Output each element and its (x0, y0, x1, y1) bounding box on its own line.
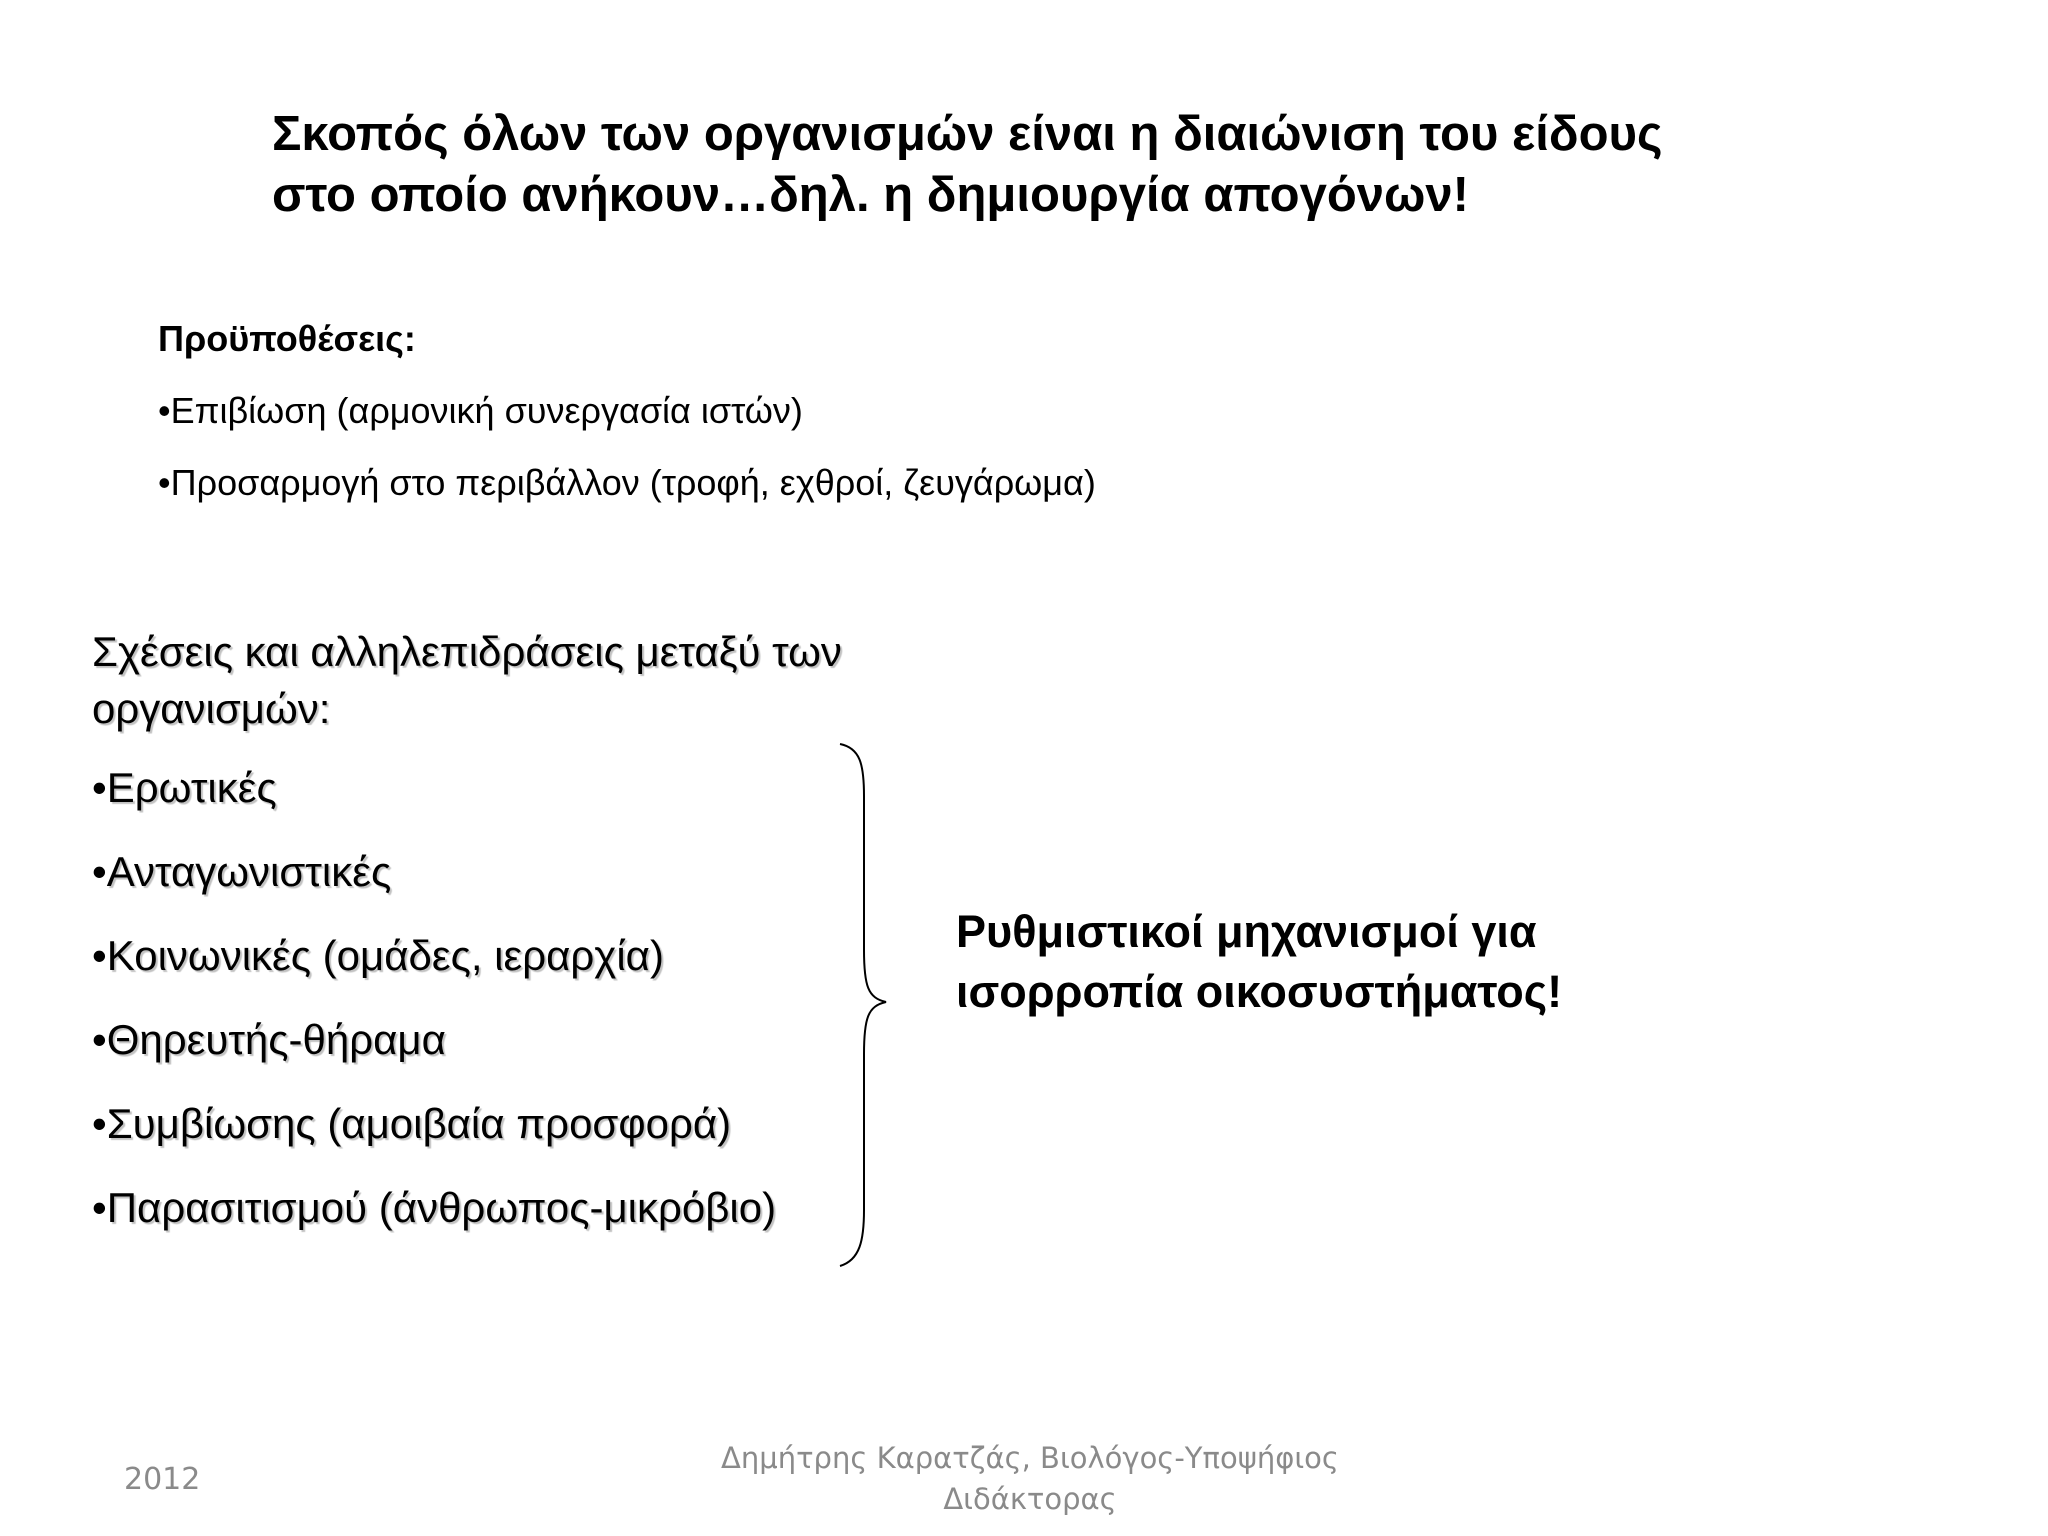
prerequisite-text: Επιβίωση (αρμονική συνεργασία ιστών) (170, 390, 803, 431)
relationship-item (92, 1100, 731, 1148)
relationships-heading-line-2: οργανισμών: (92, 684, 331, 732)
prerequisite-text: Προσαρμογή στο περιβάλλον (τροφή, εχθροί, ζευγάρωμα) (170, 462, 1096, 503)
relationship-text: Ανταγωνιστικές (106, 848, 392, 895)
relationship-text: Ερωτικές (106, 764, 277, 811)
relationship-text: Κοινωνικές (ομάδες, ιεραρχία) (106, 932, 664, 979)
relationship-item (92, 1184, 776, 1232)
relationships-heading-line-1: Σχέσεις και αλληλεπιδράσεις μεταξύ των (92, 628, 842, 675)
relationship-item (92, 1016, 446, 1064)
footer-author (700, 1438, 1360, 1519)
relationship-text: Συμβίωσης (αμοιβαία προσφορά) (106, 1100, 732, 1147)
footer-author-line-2: Διδάκτορας (943, 1481, 1117, 1516)
relationship-item (92, 932, 664, 980)
footer-year: 2012 (124, 1462, 201, 1497)
bullet: • (92, 764, 107, 811)
conclusion-line-1: Ρυθμιστικοί μηχανισμοί για (956, 906, 1537, 957)
bullet: • (92, 848, 107, 895)
relationship-text: Θηρευτής-θήραμα (106, 1016, 446, 1063)
prerequisites-heading: Προϋποθέσεις: (158, 318, 416, 359)
bullet: • (158, 462, 171, 503)
footer-author-line-1: Δημήτρης Καρατζάς, Βιολόγος-Υποψήφιος (721, 1441, 1339, 1475)
relationships-heading (92, 624, 972, 737)
bullet: • (92, 1100, 107, 1147)
relationship-item (92, 764, 277, 812)
bullet: • (158, 390, 171, 431)
right-curly-brace (830, 740, 890, 1270)
prerequisite-item (158, 390, 803, 432)
bullet: • (92, 1016, 107, 1063)
bullet: • (92, 932, 107, 979)
relationship-item (92, 848, 391, 896)
relationship-text: Παρασιτισμού (άνθρωπος-μικρόβιο) (106, 1184, 777, 1231)
conclusion-line-2: ισορροπία οικοσυστήματος! (956, 966, 1563, 1018)
title-line-1: Σκοπός όλων των οργανισμών είναι η διαιώνιση του είδους (272, 107, 1663, 161)
slide-title (272, 104, 1832, 227)
bullet: • (92, 1184, 107, 1231)
conclusion-text (956, 902, 1562, 1023)
prerequisite-item (158, 462, 1096, 504)
title-line-2: στο οποίο ανήκουν…δηλ. η δημιουργία απογόνων! (272, 168, 1469, 223)
